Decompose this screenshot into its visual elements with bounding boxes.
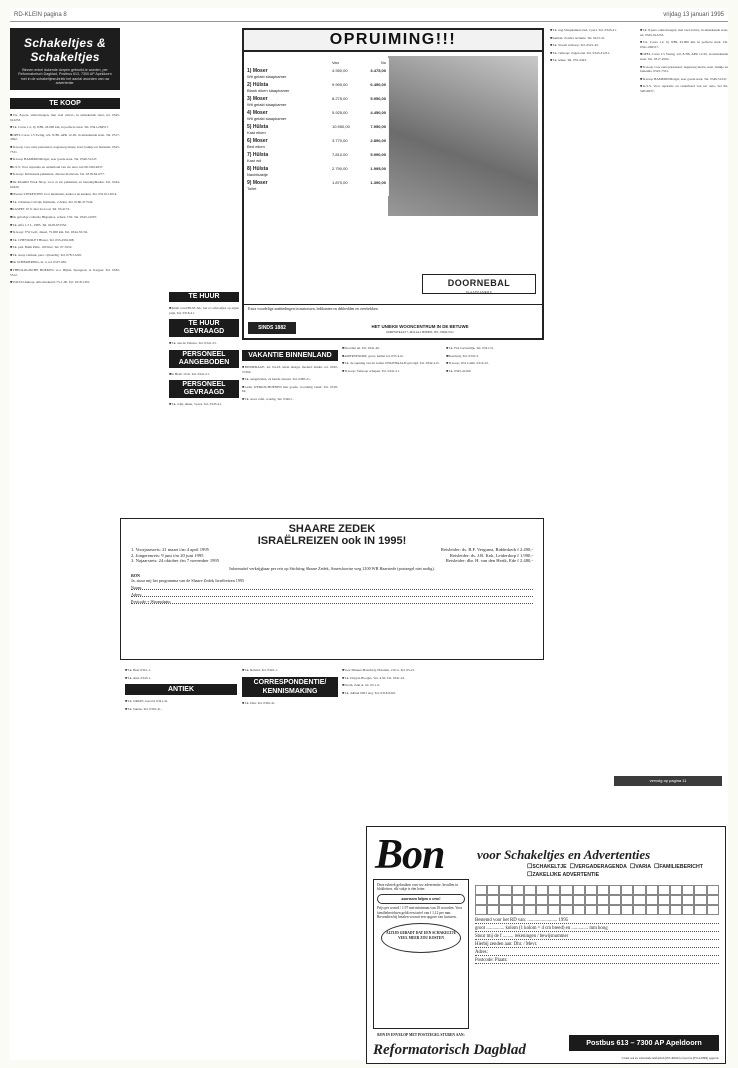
ad: ■ T.k. 8-pers. stationwagen, met veel extra's, in uitstekende staat, tel. 0345-612233. <box>640 28 728 37</box>
item-name: 7) Hülsta <box>247 152 269 158</box>
item-now: 5.990,00 <box>370 152 386 157</box>
ad: ■ Te koop: VW Golf, diesel, 75.000 km. Tel. 0344-55132. <box>10 230 120 235</box>
item-was: 2.790,00 <box>332 166 348 171</box>
ad: ■ T.k. stoel, tafel, 4-delig. Tel. 0340-1. <box>242 397 338 402</box>
trip-date: 2. Jongerenreis: 9 juni t/m 20 juni 1995 <box>131 552 204 558</box>
item-name: 1) Moser <box>247 68 268 74</box>
item-desc: Wit gelakt slaapkamer <box>247 102 287 107</box>
right-column-2 <box>640 28 728 768</box>
ad: ■ T.k. Alfa 1.3 L, 1985. Tel. 0418-672332. <box>10 223 120 228</box>
letter-cell[interactable] <box>475 885 487 895</box>
letter-cell[interactable] <box>682 905 694 915</box>
item-desc: Nachtkastje <box>247 172 268 177</box>
category-checkbox[interactable]: ☐ ZAKELIJKE ADVERTENTIE <box>527 871 599 879</box>
lower-column-2 <box>242 668 338 1058</box>
opruiming-footer <box>244 304 542 338</box>
item-name: 2) Hülsta <box>247 82 269 88</box>
letter-cell[interactable] <box>670 885 682 895</box>
bedroom-photo <box>388 56 538 216</box>
item-was: 1.870,00 <box>332 180 348 185</box>
israel-reizen-ad <box>120 518 544 660</box>
ad: ■ T.k. 0345-41200. <box>446 369 544 374</box>
letter-cell[interactable] <box>621 895 633 905</box>
trip-list <box>121 547 543 564</box>
brand-name: DOORNEBAL <box>447 278 511 288</box>
ad: ■ Te koop HAMMONDorgel, zeer goede staat. Tel. 0346-51247. <box>640 77 728 82</box>
section-correspondentie: CORRESPONDENTIE/ KENNISMAKING <box>242 677 338 697</box>
item-name: 4) Moser <box>247 110 268 116</box>
item-now: 2.890,00 <box>370 138 386 143</box>
bon-big: Bon <box>375 832 445 878</box>
ad: ■ T.k. aangeboden, 2e hands, bureau. Tel. 0485-21. <box>242 377 338 382</box>
right-col1-ads <box>550 28 636 63</box>
ad: ■ T.k. stoep verhuur, pers. rijvaardig. Tel. 078-51220. <box>10 253 120 258</box>
category-checkbox[interactable]: ☐ VERGADERAGENDA <box>570 863 627 871</box>
opruiming-title: OPRUIMING!!! <box>244 30 542 52</box>
letter-cell[interactable] <box>548 895 560 905</box>
form-line[interactable]: Stuur mij de f ......... rekeningen / bewijsnummer <box>475 934 719 940</box>
bon-advertisement <box>366 826 726 1064</box>
trip-row <box>121 558 543 564</box>
ad: ■ BINDERAGE, tel. 04-43, klein design, modern ladder, tel. 0182-57204. <box>242 365 338 374</box>
bon-oval: ALTIJD GEBADT DAT EEN SCHAKELTJE VEEL MEER ZOU KOSTEN <box>381 923 461 953</box>
price-row <box>247 110 386 121</box>
tagline: HET UNIEKE WOONCENTRUM IN DE BETUWE <box>371 324 469 330</box>
item-desc: Wit gelakt slaapkamer <box>247 116 287 121</box>
item-desc: Blank eiken slaapkamer <box>247 88 290 93</box>
item-was: 5.925,00 <box>332 110 348 115</box>
price-rows <box>247 68 386 191</box>
letter-cell[interactable] <box>707 885 719 895</box>
section-te-koop: TE KOOP <box>10 98 120 109</box>
letter-cell[interactable] <box>682 885 694 895</box>
item-was: 8.275,00 <box>332 96 348 101</box>
middle-column-3 <box>446 346 544 512</box>
letter-cell[interactable] <box>633 905 645 915</box>
ad: ■ Te koop voor eens parnasstel, nagenoeg nieuw, kast, bankje en fauteuils. 0525-7531. <box>10 145 120 154</box>
letter-cell[interactable] <box>694 895 706 905</box>
ad: ■ T.k. Stoom verkoop. Tel. 0521-43. <box>550 43 636 48</box>
letter-cell[interactable] <box>585 885 597 895</box>
israel-h1: SHAARE ZEDEK <box>288 523 376 535</box>
ad: ■ T.k. Anti. 0345-1. <box>125 676 237 681</box>
name-field[interactable] <box>131 585 533 590</box>
right-col2-ads <box>640 28 728 94</box>
ad: ■ T.k. Fiat Gevaarlijk. Tel. 0341-51. <box>446 346 544 351</box>
ad: ■ K.S.S. Voor reparatie en onderhoud van uw auto, bel 06-52014637. <box>640 84 728 93</box>
bon-instructions <box>373 879 469 1029</box>
item-name: 5) Hülsta <box>247 124 269 130</box>
schakeltjes-banner <box>10 28 120 90</box>
middle-column-2 <box>342 346 442 512</box>
letter-cell[interactable] <box>560 895 572 905</box>
price-row <box>247 166 386 177</box>
ad: ■ T.k. aan de Veluwe. Tel. 0341-23. <box>169 341 239 346</box>
vakantie-column <box>242 346 338 512</box>
category-checkbox[interactable]: ☐ SCHAKELTJE <box>527 863 567 871</box>
ad: ■ In Hetd: 10 m. Tel. 0341-21. <box>169 372 239 377</box>
since-badge: SINDS 1882 <box>248 322 296 334</box>
ad: ■ T.k. Corsa 1.2, bj. 8/89, 43.000 km, in perfecte staat. Tel. 0341-266517. <box>640 40 728 49</box>
bon-box-price: Prijs per woord / 1.97 met minimum van 10 woorden. Voor familieberichten geldt een tarief van f 1,12 per mm. Bovendien bij betalen vooruit een opgave van facturen. <box>377 906 463 920</box>
price-row <box>247 152 386 163</box>
letter-cell[interactable] <box>597 905 609 915</box>
trip-leader: Reisleider: dhr. H. van den Herik, Ede f 2.480,- <box>445 558 533 564</box>
item-was: 7.810,00 <box>332 152 348 157</box>
ad: ■ T.k. Dan. Tel. 0345-41. <box>242 701 338 706</box>
letter-cell[interactable] <box>512 895 524 905</box>
brand-sub: SLAAPKAMERS <box>465 290 493 294</box>
item-name: 8) Hülsta <box>247 166 269 172</box>
rd-logo: Reformatorisch Dagblad <box>373 1042 526 1058</box>
letter-cell[interactable] <box>499 905 511 915</box>
section-antiek: ANTIEK <box>125 684 237 695</box>
ad: ■ Sanitair. Zonder reclame. Tel. 0413-31. <box>550 36 636 41</box>
section-te-huur: TE HUUR <box>169 292 239 302</box>
letter-cell[interactable] <box>597 885 609 895</box>
item-desc: Toilet <box>247 186 257 191</box>
letter-cell[interactable] <box>646 885 658 895</box>
bon-footnote: U kunt ook uw advertentie telefonisch (055-490222) of per fax (055-410800) opgeven. <box>621 1057 719 1060</box>
ad: ■ T.k. Dragon Bootjes, Ver. 4.50. Tel. 0341-22. <box>342 676 542 681</box>
category-checkbox[interactable]: ☐ FAMILIEBERICHT <box>654 863 703 871</box>
item-was: 9.990,00 <box>332 82 348 87</box>
postbus: Postbus 613 – 7300 AP Apeldoorn <box>569 1035 719 1051</box>
ad: ■ T.k. 8-pers. stationwagen, met veel extra's, in uitstekende staat, tel. 0345-612233. <box>10 113 120 122</box>
address: DORPSSTRAAT 7, 4024 AA LIENDEN, TEL. 03490-3312 <box>386 331 454 335</box>
postcode-field[interactable] <box>131 599 533 604</box>
ad: ■ Te koop: Kruissteek pakketten, diverse motieven. Tel. 0318-641277. <box>10 172 120 177</box>
letter-cell[interactable] <box>536 885 548 895</box>
ad: ■ T.k. Rebeld. Tel. 0345-1. <box>242 668 338 673</box>
ad: ■ Te koop HAMMONDorgel, zeer goede staat. Tel. 0346-51247. <box>10 157 120 162</box>
item-now: 1.390,00 <box>370 180 386 185</box>
ad: ■ T.k. Corsa 1.2, bj. 8/89, 43.000 km, in perfecte staat. Tel. 0341-266517. <box>10 125 120 130</box>
item-name: 6) Moser <box>247 138 268 144</box>
price-row <box>247 124 386 135</box>
letter-cell[interactable] <box>621 885 633 895</box>
ad: ■ OPEL Corsa 1.5 Swing, wit, 8-'86, APK 12-95, in uitstekende staat. Tel. 0317-4562. <box>10 133 120 142</box>
ad: ■ Voor Meneer-Boerderij, Holstein, 150 st. Tel. 05-21. <box>342 668 542 673</box>
form-line[interactable]: Postcode: Plaats: <box>475 958 719 964</box>
item-name: 9) Moser <box>247 180 268 186</box>
item-name: 3) Moser <box>247 96 268 102</box>
ad: ■ AMERSFOORT, groot, kamer tel. 033-412. <box>342 354 442 359</box>
classifieds-column-3 <box>169 288 239 508</box>
letter-cell[interactable] <box>646 905 658 915</box>
letter-cell[interactable] <box>524 895 536 905</box>
lower-column-1 <box>125 668 237 1058</box>
letter-cell[interactable] <box>487 885 499 895</box>
bon-box-text: Deze rubriek gebruiken voor uw advertentie. Invullen in blokletters, elk vakje is één letter. <box>377 883 459 892</box>
letter-cell[interactable] <box>621 905 633 915</box>
letter-cell[interactable] <box>609 895 621 905</box>
item-now: 4.450,00 <box>370 110 386 115</box>
item-now: 5.950,00 <box>370 96 386 101</box>
letter-cell[interactable] <box>707 895 719 905</box>
postcode-label: Postcode + Woonplaats: <box>131 598 172 604</box>
ad: ■ T.k. de opening van de zomer ONGEHAALD gevolgd. Tel. 0342-415. <box>342 361 442 366</box>
form-line[interactable]: Hierbij zenden aan: Dhr. / Mevr. <box>475 942 719 948</box>
letter-cell[interactable] <box>609 905 621 915</box>
letter-cell[interactable] <box>609 885 621 895</box>
letter-cell[interactable] <box>475 905 487 915</box>
trip-leader: Reisleider: ds. B.F. Vergunst, Ridderkerk f 2.490,- <box>440 547 533 552</box>
section-personeel-aangeboden: PERSONEEL AANGEBODEN <box>169 350 239 368</box>
letter-cell[interactable] <box>573 905 585 915</box>
vervolg-label: vervolg op pagina 11 <box>614 776 722 786</box>
item-was: 4.950,00 <box>332 68 348 73</box>
section-vakantie: VAKANTIE BINNENLAND <box>242 350 338 361</box>
letter-cell[interactable] <box>694 905 706 915</box>
letter-cell[interactable] <box>560 905 572 915</box>
opruiming-advertisement <box>242 28 544 340</box>
footer-text: Extra voordelige aanbiedingen in matrassen, ledikanten en dekbedden en overhekken. <box>248 307 379 311</box>
lower-column-3 <box>342 668 542 818</box>
ad: ■ T.k. CHEVROLET Blazer. Tel. 033-4561298. <box>10 238 120 243</box>
israel-h2: ISRAËLREIZEN ook IN 1995! <box>257 535 407 547</box>
letter-cell[interactable] <box>548 905 560 915</box>
letter-cell[interactable] <box>585 895 597 905</box>
bon-categories <box>527 863 723 879</box>
ad: ■ Boerderij, Tel. 0345-3. <box>446 354 544 359</box>
item-now: 7.950,00 <box>370 124 386 129</box>
ad: ■ THEOLOGISCHE BOEKEN, w.o. Bijbel, Spurgeon, A. Kuyper. Tel. 0182-5312. <box>10 268 120 277</box>
ad: ■ VOLVO-Inkoop. Alle merken 0-75-1-00. Tel. 0318-1301. <box>10 280 120 285</box>
ad: ■ Te koop: Verkoop schapen. Tel. 0341-51. <box>342 369 442 374</box>
letter-cell[interactable] <box>536 905 548 915</box>
price-row <box>247 96 386 107</box>
letter-cell[interactable] <box>560 885 572 895</box>
newspaper-page <box>10 8 728 1060</box>
bon-sub: voor Schakeltjes en Advertenties <box>477 847 651 862</box>
price-row <box>247 138 386 149</box>
name-label: Naam: <box>131 584 143 590</box>
section-personeel-gevraagd: PERSONEEL GEVRAAGD <box>169 380 239 398</box>
ad: ■ De gelovige collectie Hispanica, schaal 1:50. Tel. 0345-21007. <box>10 215 120 220</box>
ad: ■ De SCHEMERING, nr. 2, tel. 0527-681. <box>10 260 120 265</box>
ad: ■ T.k. leuke. Tel. 055-4343. <box>550 58 636 63</box>
letter-grid[interactable] <box>475 885 719 915</box>
header-left: RD-KLEIN pagina 8 <box>14 12 67 18</box>
israel-bon-line: Ja, stuur mij het programma van de Shaare Zedek Israëlreizen 1995 <box>131 577 245 583</box>
section-te-huur-gevraagd: TE HUUR GEVRAAGD <box>169 319 239 337</box>
letter-cell[interactable] <box>670 905 682 915</box>
letter-cell[interactable] <box>487 905 499 915</box>
item-desc: Wit gelakt slaapkamer <box>247 74 287 79</box>
israel-bon-title: BON <box>131 572 141 578</box>
bon-posted: BON IN ENVELOP MET POSTZEGEL STUREN AAN: <box>377 1033 465 1037</box>
ad: ■ T.k. Beer 0341-1. <box>125 668 237 673</box>
letter-cell[interactable] <box>475 895 487 905</box>
letter-cell[interactable] <box>585 905 597 915</box>
letter-cell[interactable] <box>512 885 524 895</box>
ad: ■ T.k. lakens. Tel. 0345-41. <box>125 707 237 712</box>
letter-cell[interactable] <box>512 905 524 915</box>
ad: ■ Te koop voor eens parnasstel, nagenoeg nieuw, kast, bankje en fauteuils. 0525-7531. <box>640 65 728 74</box>
form-line[interactable]: Adres: <box>475 950 719 956</box>
category-checkbox[interactable]: ☐ VARIA <box>630 863 651 871</box>
letter-cell[interactable] <box>707 905 719 915</box>
trip-date: 1. Voorjaarsreis: 21 maart t/m 4 april 1995 <box>131 547 209 552</box>
letter-cell[interactable] <box>658 895 670 905</box>
col1-ads <box>10 113 120 285</box>
ad: ■ Te koop, Wol Lamb. 0314-22. <box>446 361 544 366</box>
letter-cell[interactable] <box>536 895 548 905</box>
form-line[interactable]: groot ............... kolom (1 kolom = 4 cm breed) en .............. mm hoog <box>475 926 719 932</box>
letter-cell[interactable] <box>633 885 645 895</box>
letter-cell[interactable] <box>682 895 694 905</box>
adres-field[interactable] <box>131 592 533 597</box>
bon-form <box>475 883 719 966</box>
ad: ■ T.k. verkoop: Zagen enz. Tel. 0345-41231. <box>550 51 636 56</box>
item-desc: Kast wit <box>247 158 262 163</box>
letter-cell[interactable] <box>597 895 609 905</box>
letter-cell[interactable] <box>548 885 560 895</box>
ad: ■ T.k. wijn, eiken, 3 pers. Tel. 0345-41. <box>169 402 239 407</box>
item-now: 1.995,00 <box>370 166 386 171</box>
ad: ■ T.k. nog Slaapkamers bed, 2 pers. Tel. 0345-41. <box>550 28 636 33</box>
ad: ■ T.k. Johannes Calvijn, Institutie, 2 delen. Tel. 0180-317542. <box>10 200 120 205</box>
ad: ■ K.S.S. Voor reparatie en onderhoud van uw auto, bel 06-52014637. <box>10 165 120 170</box>
page-header <box>10 8 728 22</box>
trip-leader: Reisleider: ds. J.R. Kok, Leiderdorp f 1.990,- <box>449 552 533 558</box>
letter-cell[interactable] <box>573 885 585 895</box>
letter-cell[interactable] <box>499 885 511 895</box>
item-desc: Kast eiken <box>247 130 266 135</box>
price-row <box>247 68 386 79</box>
item-was: 3.770,00 <box>332 138 348 143</box>
price-row <box>247 180 386 191</box>
trip-date: 3. Najaarsreis: 24 oktober t/m 7 november 1995 <box>131 558 220 564</box>
bon-box-em: aanrussen helpen u wens! <box>377 894 465 904</box>
ad: ■ Strom. Zakt A. tel. 05-111. <box>342 683 542 688</box>
letter-cell[interactable] <box>633 895 645 905</box>
letter-cell[interactable] <box>524 905 536 915</box>
letter-cell[interactable] <box>573 895 585 905</box>
ad: ■ Noorden tel. Tel. 0341-40. <box>342 346 442 351</box>
banner-title: Schakeltjes & Schakeltjes <box>24 36 106 64</box>
adres-label: Adres: <box>131 591 143 597</box>
letter-cell[interactable] <box>499 895 511 905</box>
item-was: 10.950,00 <box>332 124 350 129</box>
ad: ■ Leder WERKSCHOENEN met goede, voordelig vanaf. Tel. 0318-62. <box>242 385 338 394</box>
ad: ■ OPEL Corsa 1.5 Swing, wit, 8-'86, APK 12-95, in uitstekende staat. Tel. 0317-4562. <box>640 52 728 61</box>
letter-cell[interactable] <box>487 895 499 905</box>
item-now: 6.450,00 <box>370 82 386 87</box>
letter-cell[interactable] <box>646 895 658 905</box>
right-column-1 <box>550 28 636 818</box>
letter-cell[interactable] <box>658 885 670 895</box>
doornebal-logo <box>422 274 536 294</box>
ad: ■ T.k. ORGEL Gerard. 0341-41. <box>125 699 237 704</box>
price-row <box>247 82 386 93</box>
ad: ■ Diverse STEKPOTEN voor meubelen, kantoor en keuken. Tel. 05210-12014. <box>10 192 120 197</box>
form-line[interactable]: Bestemd voor het RD van: ......................... 1995 <box>475 918 719 924</box>
col-was: Van <box>332 60 339 65</box>
classifieds-column-1 <box>10 94 120 1012</box>
letter-cell[interactable] <box>524 885 536 895</box>
ad: ■ De PAARD Work Shop, voor al uw pakketten en benodigdheden. Tel. 0344-61829. <box>10 180 120 189</box>
letter-cell[interactable] <box>670 895 682 905</box>
ad: ■ T.k. dubbel 0001 nog. Tel. 0318-6410. <box>342 691 542 696</box>
header-date: vrijdag 13 januari 1995 <box>663 12 724 18</box>
col-now: Nu <box>380 60 386 65</box>
price-list <box>244 58 389 196</box>
israel-info: Informatief verkrijgbaar per reis op Stichting Shaare Zedek, Amersfoortse weg 2100 WB Haarstede (postzegel niet nodig). <box>229 565 435 571</box>
ad: ■ Jubelt rond 88-95 Jul., het zo schroefjes op eigen prijs. Tel. 0318-41. <box>169 306 239 315</box>
letter-cell[interactable] <box>658 905 670 915</box>
banner-subtitle: Binnen enkel dukende dorpen gebruikt-ie worden, per Reformatorisch Dagblad, Postbus 613, 7300 AP Apeldoorn met in de schakeltjesrubriek het aantal woorden van uw advertentie. <box>18 68 112 86</box>
letter-cell[interactable] <box>694 885 706 895</box>
price-list-header <box>247 60 386 65</box>
ad: ■ KASPET 10 ft. met los lood. Tel. 05.4174. <box>10 207 120 212</box>
item-desc: Bed eiken <box>247 144 265 149</box>
item-now: 3.475,00 <box>370 68 386 73</box>
ad: ■ T.k. ped. Balm Pelle, 100 liter. Tel. 07-3552. <box>10 245 120 250</box>
